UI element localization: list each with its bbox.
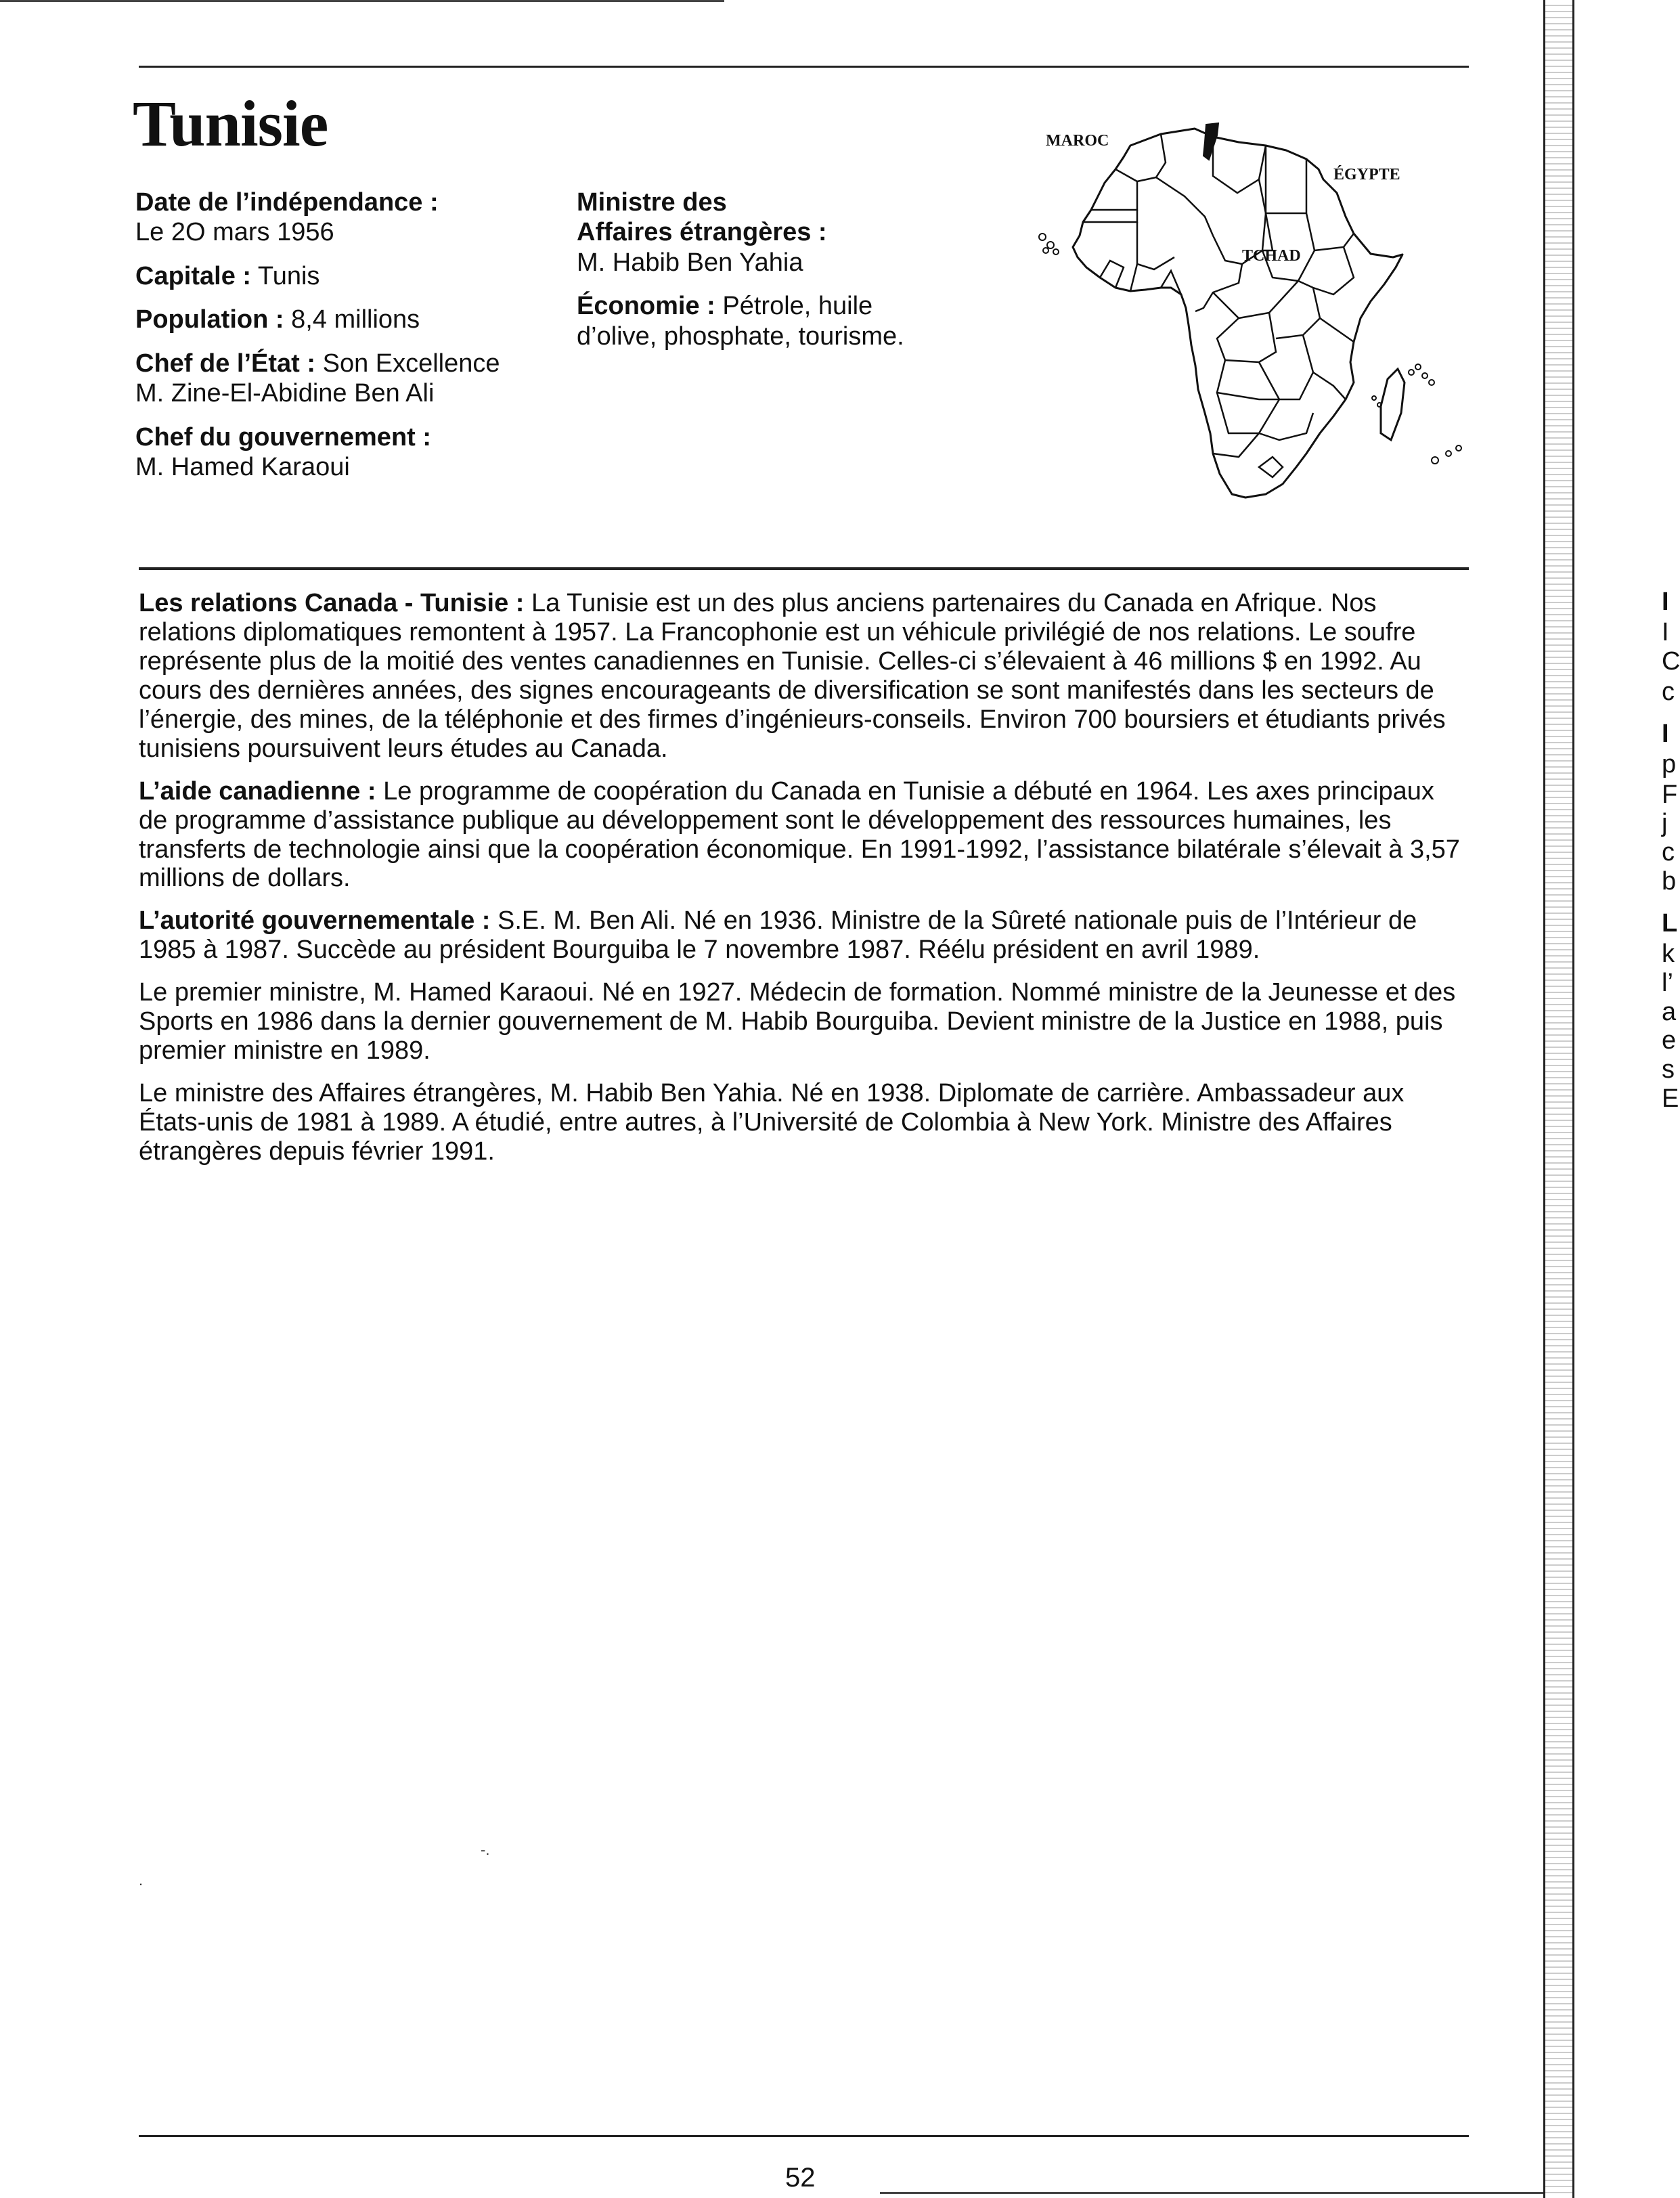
authority-paragraph [139,906,1465,965]
authority-heading: L’autorité gouvernementale : [139,906,491,936]
independence-field [135,188,575,248]
island-dot [1432,457,1438,464]
map-label-tchad: TCHAD [1242,247,1301,265]
top-rule [139,66,1469,68]
head-of-state-label: Chef de l’État : [135,349,316,378]
map-label-maroc: MAROC [1046,132,1109,150]
foreign-minister-label-line2: Affaires étrangères : [577,218,827,247]
adjacent-page-letter: E [1662,1084,1679,1113]
scan-speck: -. [481,1841,490,1858]
adjacent-page-letter: L [1662,909,1678,938]
adjacent-page-letter: C [1662,647,1680,676]
island-dot [1053,249,1059,255]
island-dot [1415,364,1421,370]
island-dot [1422,373,1428,378]
island-dot [1039,234,1046,240]
relations-text: La Tunisie est un des plus anciens partenaires du Canada en Afrique. Nos relations diplomatiques remontent à 1957. La Francophonie est un véhicule privilégié de nos relations. Le soufre représente plus de la moitié des ventes canadiennes en Tunisie. Celles-ci s’élevaient à 46 millions $ en 1992. Au cours des dernières années, des signes encourageants de diversification se sont manifestés dans les secteurs de l’énergie, des mines, de la téléphonie et des firmes d’ingénieurs-conseils. Environ 700 boursiers et étudiants privés tunisiens poursuivent leurs études au Canada. [139,589,1446,763]
map-label-egypte: ÉGYPTE [1333,166,1400,183]
head-of-state-title: Son Excellence [322,349,500,378]
africa-locator-map [1036,115,1469,535]
foreign-minister-label-line1: Ministre des [577,188,727,217]
aid-heading: L’aide canadienne : [139,776,376,806]
relations-paragraph [139,589,1465,764]
foreign-minister-value: M. Habib Ben Yahia [577,248,803,277]
bottom-rule [139,2135,1469,2137]
africa-continent-outline [1073,129,1402,498]
foreign-minister-field [577,188,956,278]
fact-sheet-left [135,188,575,496]
scan-speck: . [139,1872,143,1889]
adjacent-page-letter: b [1662,867,1677,896]
head-of-government-label: Chef du gouvernement : [135,422,432,452]
economy-label: Économie : [577,292,715,321]
capital-label: Capitale : [135,261,252,290]
book-binding-edge [1543,0,1574,2198]
independence-label: Date de l’indépendance : [135,188,439,217]
adjacent-page-letter: I [1662,618,1669,646]
island-dot [1377,403,1381,407]
country-profile-body [139,589,1465,1180]
adjacent-page-letter: s [1662,1055,1675,1084]
adjacent-page-letter: c [1662,678,1675,706]
adjacent-page-letter: j [1662,809,1668,837]
capital-field [135,261,575,291]
adjacent-page-letter: k [1662,940,1675,968]
island-dot [1047,242,1054,248]
page-number: 52 [785,2163,816,2193]
adjacent-page-letter: e [1662,1026,1677,1055]
foreign-minister-paragraph: Le ministre des Affaires étrangères, M. Habib Ben Yahia. Né en 1938. Diplomate de carrière. Ambassadeur aux États-unis de 1981 à 1989. A étudié, entre autres, à l’Université de Colombia à New York. Ministre des Affaires étrangères depuis février 1991. [139,1079,1405,1166]
independence-value: Le 2O mars 1956 [135,218,334,247]
adjacent-page-letter: I [1662,588,1669,616]
head-of-state-name: M. Zine-El-Abidine Ben Ali [135,379,435,408]
head-of-government-value: M. Hamed Karaoui [135,453,350,482]
adjacent-page-letter: p [1662,750,1677,778]
population-value: 8,4 millions [291,305,420,334]
adjacent-page-letter: I [1662,720,1669,748]
aid-text: Le programme de coopération du Canada en Tunisie a débuté en 1964. Les axes principaux de programme d’assistance publique au développement sont le développement des ressources humaines, les transferts de technologie ainsi que la coopération économique. En 1991-1992, l’assistance bilatérale s’élevait à 3,57 millions de dollars. [139,776,1460,893]
fact-sheet-right [577,188,956,365]
madagascar-island [1381,369,1405,440]
scan-edge-line-bottom [880,2192,1557,2194]
head-of-state-field [135,349,575,409]
adjacent-page-letter: l’ [1662,969,1673,997]
section-rule [139,567,1469,570]
economy-value-line1: Pétrole, huile [722,292,873,321]
scan-edge-line-top [0,0,724,2]
economy-field [577,291,956,351]
island-dot [1372,396,1376,400]
population-label: Population : [135,305,284,334]
adjacent-page-letter: a [1662,998,1677,1026]
africa-map-svg [1036,115,1469,535]
island-dot [1456,445,1461,451]
capital-value: Tunis [257,261,320,290]
page-title: Tunisie [133,87,328,160]
population-field [135,305,575,334]
aid-paragraph [139,777,1465,894]
island-dot [1429,380,1434,385]
island-dot [1043,248,1048,253]
economy-value-line2: d’olive, phosphate, tourisme. [577,322,904,351]
head-of-government-field [135,422,575,483]
adjacent-page-letter: c [1662,838,1675,866]
adjacent-page-letter: F [1662,781,1678,809]
relations-heading: Les relations Canada - Tunisie : [139,589,525,617]
authority-text: S.E. M. Ben Ali. Né en 1936. Ministre de la Sûreté nationale puis de l’Intérieur de 1985 à 1987. Succède au président Bourguiba le 7 novembre 1987. Réélu président en avril 1989. [139,906,1417,965]
island-dot [1446,451,1451,456]
prime-minister-paragraph: Le premier ministre, M. Hamed Karaoui. Né en 1927. Médecin de formation. Nommé ministre de la Jeunesse et des Sports en 1986 dans la dernier gouvernement de M. Habib Bourguiba. Devient ministre de la Justice en 1988, puis premier ministre en 1989. [139,978,1456,1065]
island-dot [1409,370,1414,375]
